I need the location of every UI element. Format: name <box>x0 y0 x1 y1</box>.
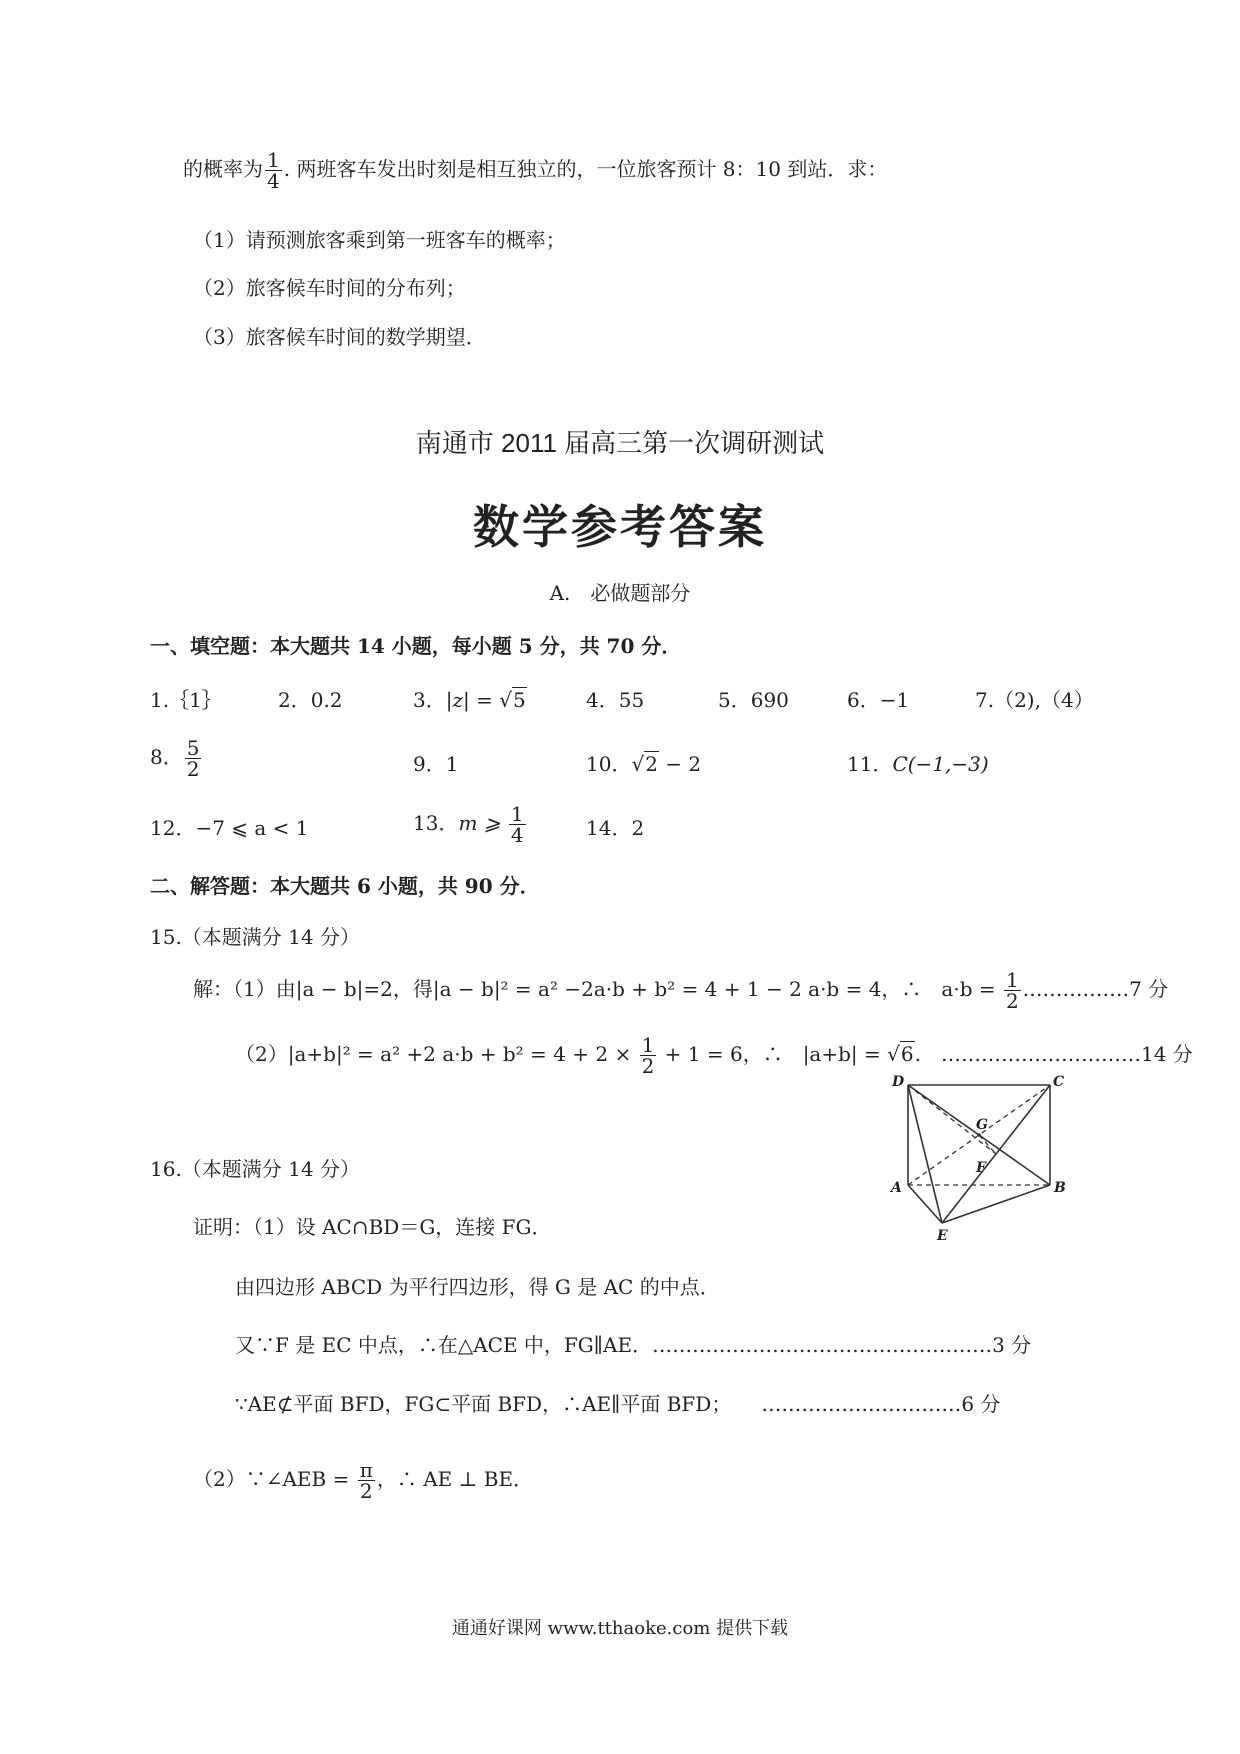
answer-5: 5．690 <box>718 688 789 712</box>
answer-4: 4．55 <box>586 688 645 712</box>
edge-ec <box>942 1085 1050 1223</box>
problem-15-part-2: （2）|a+b|² = a² +2 a·b + b² = 4 + 2 × $\frac{1}{2}$ + 1 = 6，∴ |a+b| = √6. …………………………14 分 <box>235 1033 1193 1078</box>
label-c: C <box>1053 1074 1065 1090</box>
solution-text: （2）|a+b|² = a² +2 a·b + b² = 4 + 2 × <box>235 1042 638 1066</box>
section-1-heading: 一、填空题：本大题共 14 小题，每小题 5 分，共 70 分． <box>150 634 682 658</box>
fraction <box>640 1035 657 1076</box>
answer-number: 8． <box>150 745 183 769</box>
numerator: 1 <box>641 1033 655 1057</box>
label-f: F <box>976 1160 986 1176</box>
problem-16-line-5 <box>193 1460 533 1501</box>
inequality-expr: m ⩾ <box>458 811 507 835</box>
answer-number: 10． <box>586 752 632 776</box>
edge-eb <box>942 1185 1050 1223</box>
answer-1: 1.｛1｝ <box>150 688 222 712</box>
problem-15-title: 15.（本题满分 14 分） <box>150 925 360 949</box>
answer-number: 3． <box>413 688 446 712</box>
problem-16-line-3: 又∵F 是 EC 中点，∴在△ACE 中，FG∥AE．……………………………………………3 分 <box>235 1333 1032 1357</box>
solution-text: + 1 = 6，∴ |a+b| = <box>658 1042 888 1066</box>
denominator: 4 <box>510 823 524 847</box>
point-g <box>977 1133 981 1137</box>
question-2: （2）旅客候车时间的分布列； <box>193 276 466 300</box>
denominator: 2 <box>359 1479 373 1503</box>
document-subtitle: 南通市 2011 届高三第一次调研测试 <box>415 428 825 458</box>
problem-16-line-2: 由四边形 ABCD 为平行四边形，得 G 是 AC 的中点． <box>235 1275 720 1299</box>
answer-3: 3．|z| = √5 <box>413 688 526 712</box>
fraction <box>358 1460 375 1501</box>
score-marker: .……………7 分 <box>1022 977 1169 1001</box>
denominator: 4 <box>267 169 280 193</box>
page-footer: 通通好课网 www.tthaoke.com 提供下载 <box>451 1618 789 1639</box>
label-d: D <box>892 1074 905 1090</box>
problem-text: . 两班客车发出时刻是相互独立的，一位旅客预计 8：10 到站．求： <box>283 157 888 181</box>
problem-16-line-1: 证明：（1）设 AC∩BD＝G，连接 FG． <box>193 1215 552 1239</box>
answer-number: 11． <box>847 752 893 776</box>
problem-text: 的概率为 <box>183 157 263 181</box>
problem-line-1 <box>183 150 887 191</box>
problem-16-title: 16.（本题满分 14 分） <box>150 1157 360 1181</box>
numerator: π <box>359 1458 373 1482</box>
answer-number: 13． <box>413 811 459 835</box>
label-a: A <box>891 1180 902 1196</box>
answer-6: 6．−1 <box>847 688 910 712</box>
section-2-heading: 二、解答题：本大题共 6 小题，共 90 分． <box>150 874 540 898</box>
numerator: 1 <box>1006 968 1019 992</box>
radicand: 2 <box>645 752 658 776</box>
geometry-figure <box>880 1068 1070 1246</box>
label-g: G <box>976 1117 988 1133</box>
answer-13 <box>413 804 528 845</box>
numerator: 5 <box>186 736 200 760</box>
label-b: B <box>1054 1180 1066 1196</box>
solution-text: 解：（1）由|a − b|=2，得|a − b|² = a² −2a·b + b² = 4 + 1 − 2 a·b = 4，∴ a·b = <box>193 977 1002 1001</box>
proof-text: （2）∵∠AEB = <box>193 1467 356 1491</box>
question-1: （1）请预测旅客乘到第一班客车的概率； <box>193 228 566 252</box>
modulus-expr: |z| = <box>445 688 500 712</box>
denominator: 2 <box>641 1054 655 1078</box>
fraction <box>185 738 202 779</box>
answer-14: 14．2 <box>586 816 645 840</box>
part-heading: A. 必做题部分 <box>549 581 691 605</box>
numerator: 1 <box>267 148 280 172</box>
problem-16-line-4: ∵AE⊄平面 BFD，FG⊂平面 BFD，∴AE∥平面 BFD； …………………………6 分 <box>235 1392 1001 1416</box>
answer-10: 10．√2 − 2 <box>586 752 702 776</box>
fraction <box>509 804 526 845</box>
point-expr: C(−1,−3) <box>892 752 989 776</box>
denominator: 2 <box>1006 989 1019 1013</box>
answer-2: 2．0.2 <box>278 688 343 712</box>
fraction <box>265 150 282 191</box>
radicand: 6 <box>900 1042 914 1066</box>
numerator: 1 <box>510 802 524 826</box>
answer-7: 7.（2),（4） <box>975 688 1094 712</box>
problem-15-part-1 <box>193 970 1168 1011</box>
document-title: 数学参考答案 <box>473 500 767 554</box>
answer-12: 12．−7 ⩽ a < 1 <box>150 816 309 840</box>
denominator: 2 <box>186 757 200 781</box>
answer-9: 9．1 <box>413 752 459 776</box>
radicand: 5 <box>512 688 526 712</box>
answer-8 <box>150 738 203 779</box>
answer-11 <box>847 752 989 776</box>
proof-text: ，∴ AE ⊥ BE． <box>376 1467 534 1491</box>
score-marker: . …………………………14 分 <box>914 1042 1193 1066</box>
fraction <box>1004 970 1021 1011</box>
label-e: E <box>937 1228 948 1244</box>
question-3: （3）旅客候车时间的数学期望． <box>193 325 486 349</box>
answer-rest: − 2 <box>658 752 702 776</box>
